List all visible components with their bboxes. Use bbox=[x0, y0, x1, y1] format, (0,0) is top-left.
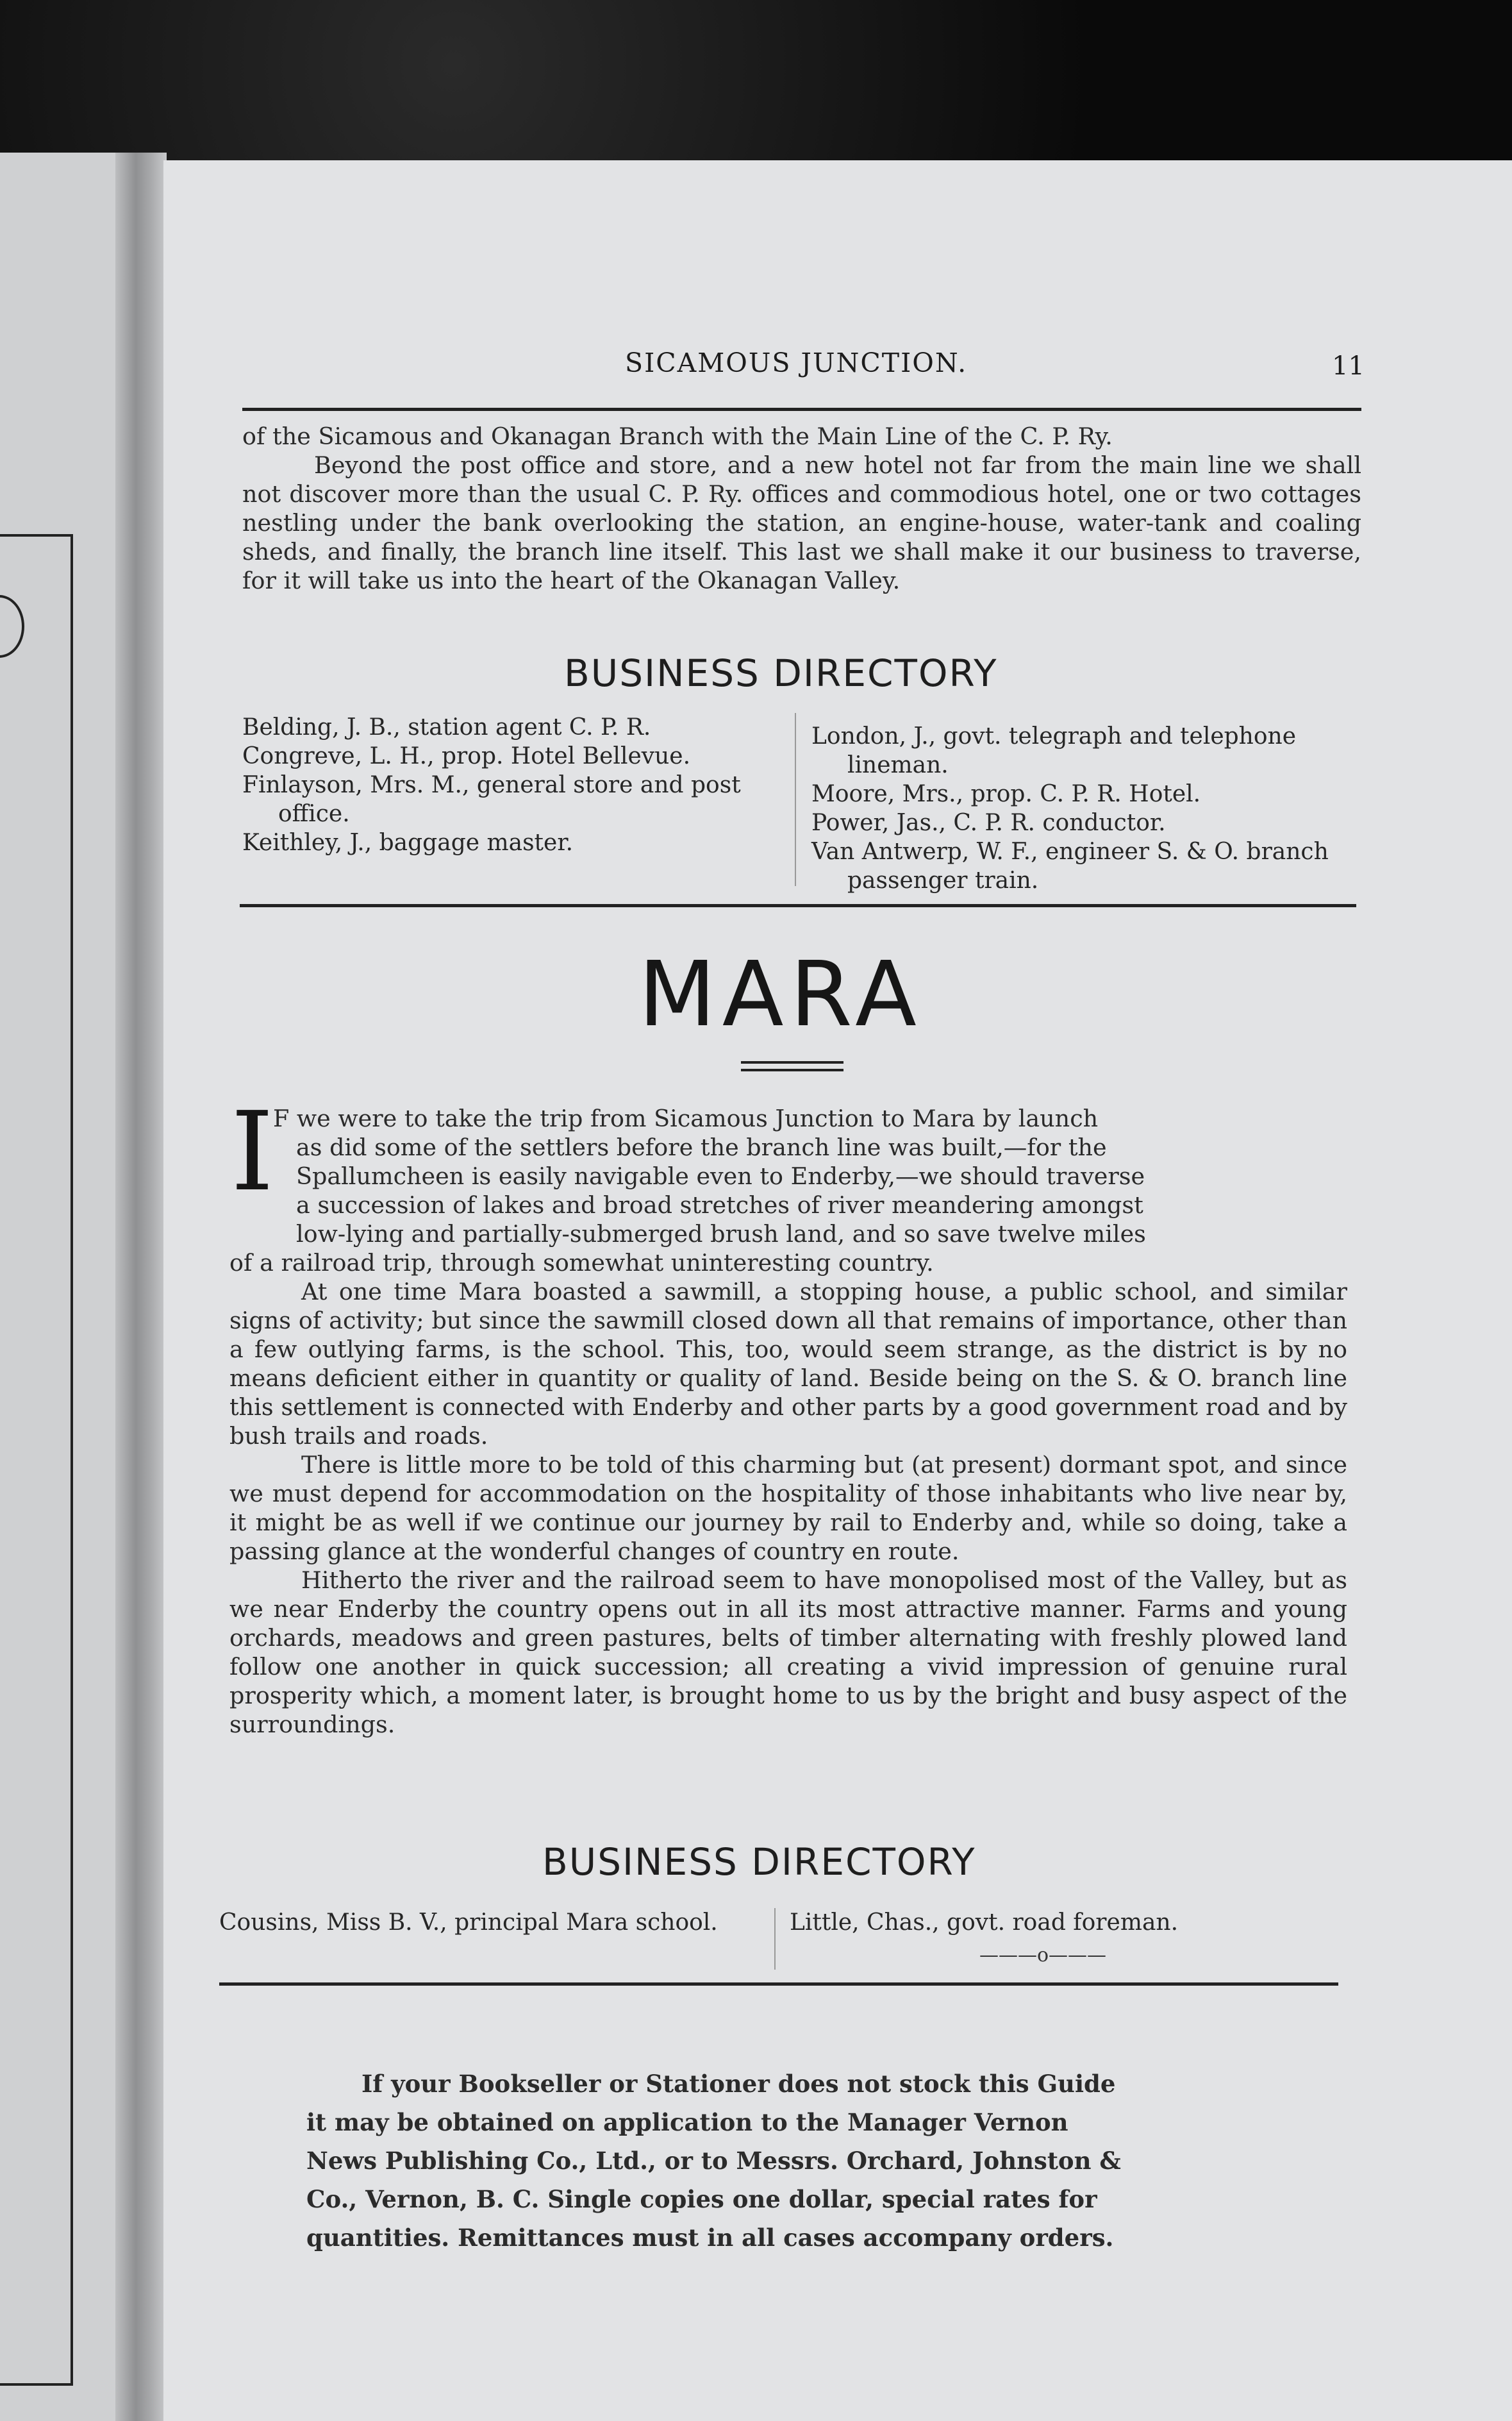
directory-left-column bbox=[219, 1908, 767, 1937]
section-rule bbox=[219, 1982, 1338, 1986]
directory-column-divider bbox=[774, 1908, 776, 1970]
notice-line: If your Bookseller or Stationer does not stock this Guide bbox=[361, 2070, 1116, 2098]
mara-line: F we were to take the trip from Sicamous Junction to Mara by launch bbox=[273, 1105, 1099, 1132]
sicamous-text-line: of the Sicamous and Okanagan Branch with the Main Line of the C. P. Ry. bbox=[242, 423, 1113, 450]
title-ornament bbox=[741, 1061, 843, 1073]
notice-line: quantities. Remittances must in all cases accompany orders. bbox=[306, 2224, 1114, 2252]
directory-entry: Little, Chas., govt. road foreman. bbox=[790, 1909, 1179, 1936]
sicamous-text-paragraph: Beyond the post office and store, and a new hotel not far from the main line we shall not discover more than the usual C. P. Ry. offices and commodious hotel, one or two cottages nestling under the bank overlooking the station, an engine-house, water-tank and coaling sheds, and finally, the branch line itself. This last we shall make it our business to traverse, for it will take us into the heart of the Okanagan Valley. bbox=[242, 451, 1361, 594]
mara-paragraph: of a railroad trip, through somewhat uninteresting country. bbox=[229, 1249, 934, 1277]
directory-entry: Van Antwerp, W. F., engineer S. & O. branch passenger train. bbox=[811, 839, 1329, 894]
directory-entry: Congreve, L. H., prop. Hotel Bellevue. bbox=[242, 743, 691, 769]
mara-line: low-lying and partially-submerged brush land, and so save twelve miles bbox=[296, 1220, 1146, 1248]
business-directory-heading: BUSINESS DIRECTORY bbox=[542, 1840, 976, 1884]
book-gutter bbox=[115, 153, 167, 2421]
directory-left-column bbox=[242, 713, 793, 857]
directory-column-divider bbox=[795, 713, 796, 886]
mara-line: a succession of lakes and broad stretches of river meandering amongst bbox=[296, 1191, 1143, 1219]
mara-paragraph: At one time Mara boasted a sawmill, a stopping house, a public school, and similar signs of activity; but since the sawmill closed down all that remains of importance, other than a few outlying farms, is the school. This, too, would seem strange, as the district is by no means deficient either in quantity or quality of land. Beside being on the S. & O. branch line this settlement is connected with Enderby and other parts by a good government road and by bush trails and roads. bbox=[229, 1278, 1347, 1450]
mara-paragraph: There is little more to be told of this charming but (at present) dormant spot, and since we must depend for accommodation on the hospitality of those inhabitants who live near by, it might be as well if we continue our journey by rail to Enderby and, while so doing, take a passing glance at the wonderful changes of country en route. bbox=[229, 1451, 1347, 1565]
directory-entry: Keithley, J., baggage master. bbox=[242, 830, 574, 856]
mara-body bbox=[229, 1248, 1347, 1739]
directory-entry: Moore, Mrs., prop. C. P. R. Hotel. bbox=[811, 781, 1201, 807]
directory-right-column bbox=[811, 722, 1361, 895]
header-rule bbox=[242, 408, 1361, 411]
sicamous-text bbox=[242, 422, 1361, 595]
dark-background bbox=[0, 0, 1512, 160]
mara-line: Spallumcheen is easily navigable even to Enderby,—we should traverse bbox=[296, 1162, 1145, 1190]
directory-entry: London, J., govt. telegraph and telephone lineman. bbox=[811, 723, 1297, 778]
directory-right-column bbox=[790, 1908, 1328, 1937]
notice-line: it may be obtained on application to the Manager Vernon bbox=[306, 2108, 1068, 2136]
drop-cap: I bbox=[231, 1089, 274, 1216]
mara-opening-lines bbox=[273, 1104, 1354, 1248]
section-rule bbox=[240, 904, 1356, 907]
directory-entry: Power, Jas., C. P. R. conductor. bbox=[811, 810, 1166, 836]
notice-line: Co., Vernon, B. C. Single copies one dollar, special rates for bbox=[306, 2185, 1097, 2213]
page-number: 11 bbox=[1332, 351, 1365, 381]
mara-line: as did some of the settlers before the branch line was built,—for the bbox=[296, 1134, 1107, 1161]
directory-entry: Cousins, Miss B. V., principal Mara school. bbox=[219, 1909, 718, 1936]
notice-line: News Publishing Co., Ltd., or to Messrs. Orchard, Johnston & bbox=[306, 2147, 1121, 2175]
directory-entry: Belding, J. B., station agent C. P. R. bbox=[242, 714, 651, 741]
mara-title: MARA bbox=[638, 942, 923, 1047]
end-separator: ———o——— bbox=[979, 1944, 1107, 1966]
publisher-notice bbox=[306, 2065, 1242, 2257]
facing-page-border bbox=[0, 534, 73, 2386]
running-header-title: SICAMOUS JUNCTION. bbox=[625, 348, 968, 378]
directory-entry: Finlayson, Mrs. M., general store and post office. bbox=[242, 772, 741, 827]
business-directory-heading: BUSINESS DIRECTORY bbox=[564, 651, 998, 695]
mara-paragraph: Hitherto the river and the railroad seem to have monopolised most of the Valley, but as we near Enderby the country opens out in all its most attractive manner. Farms and young orchards, meadows and green pastures, belts of timber alternating with freshly plowed land follow one another in quick succession; all creating a vivid impression of genuine rural prosperity which, a moment later, is brought home to us by the bright and busy aspect of the surroundings. bbox=[229, 1566, 1347, 1738]
